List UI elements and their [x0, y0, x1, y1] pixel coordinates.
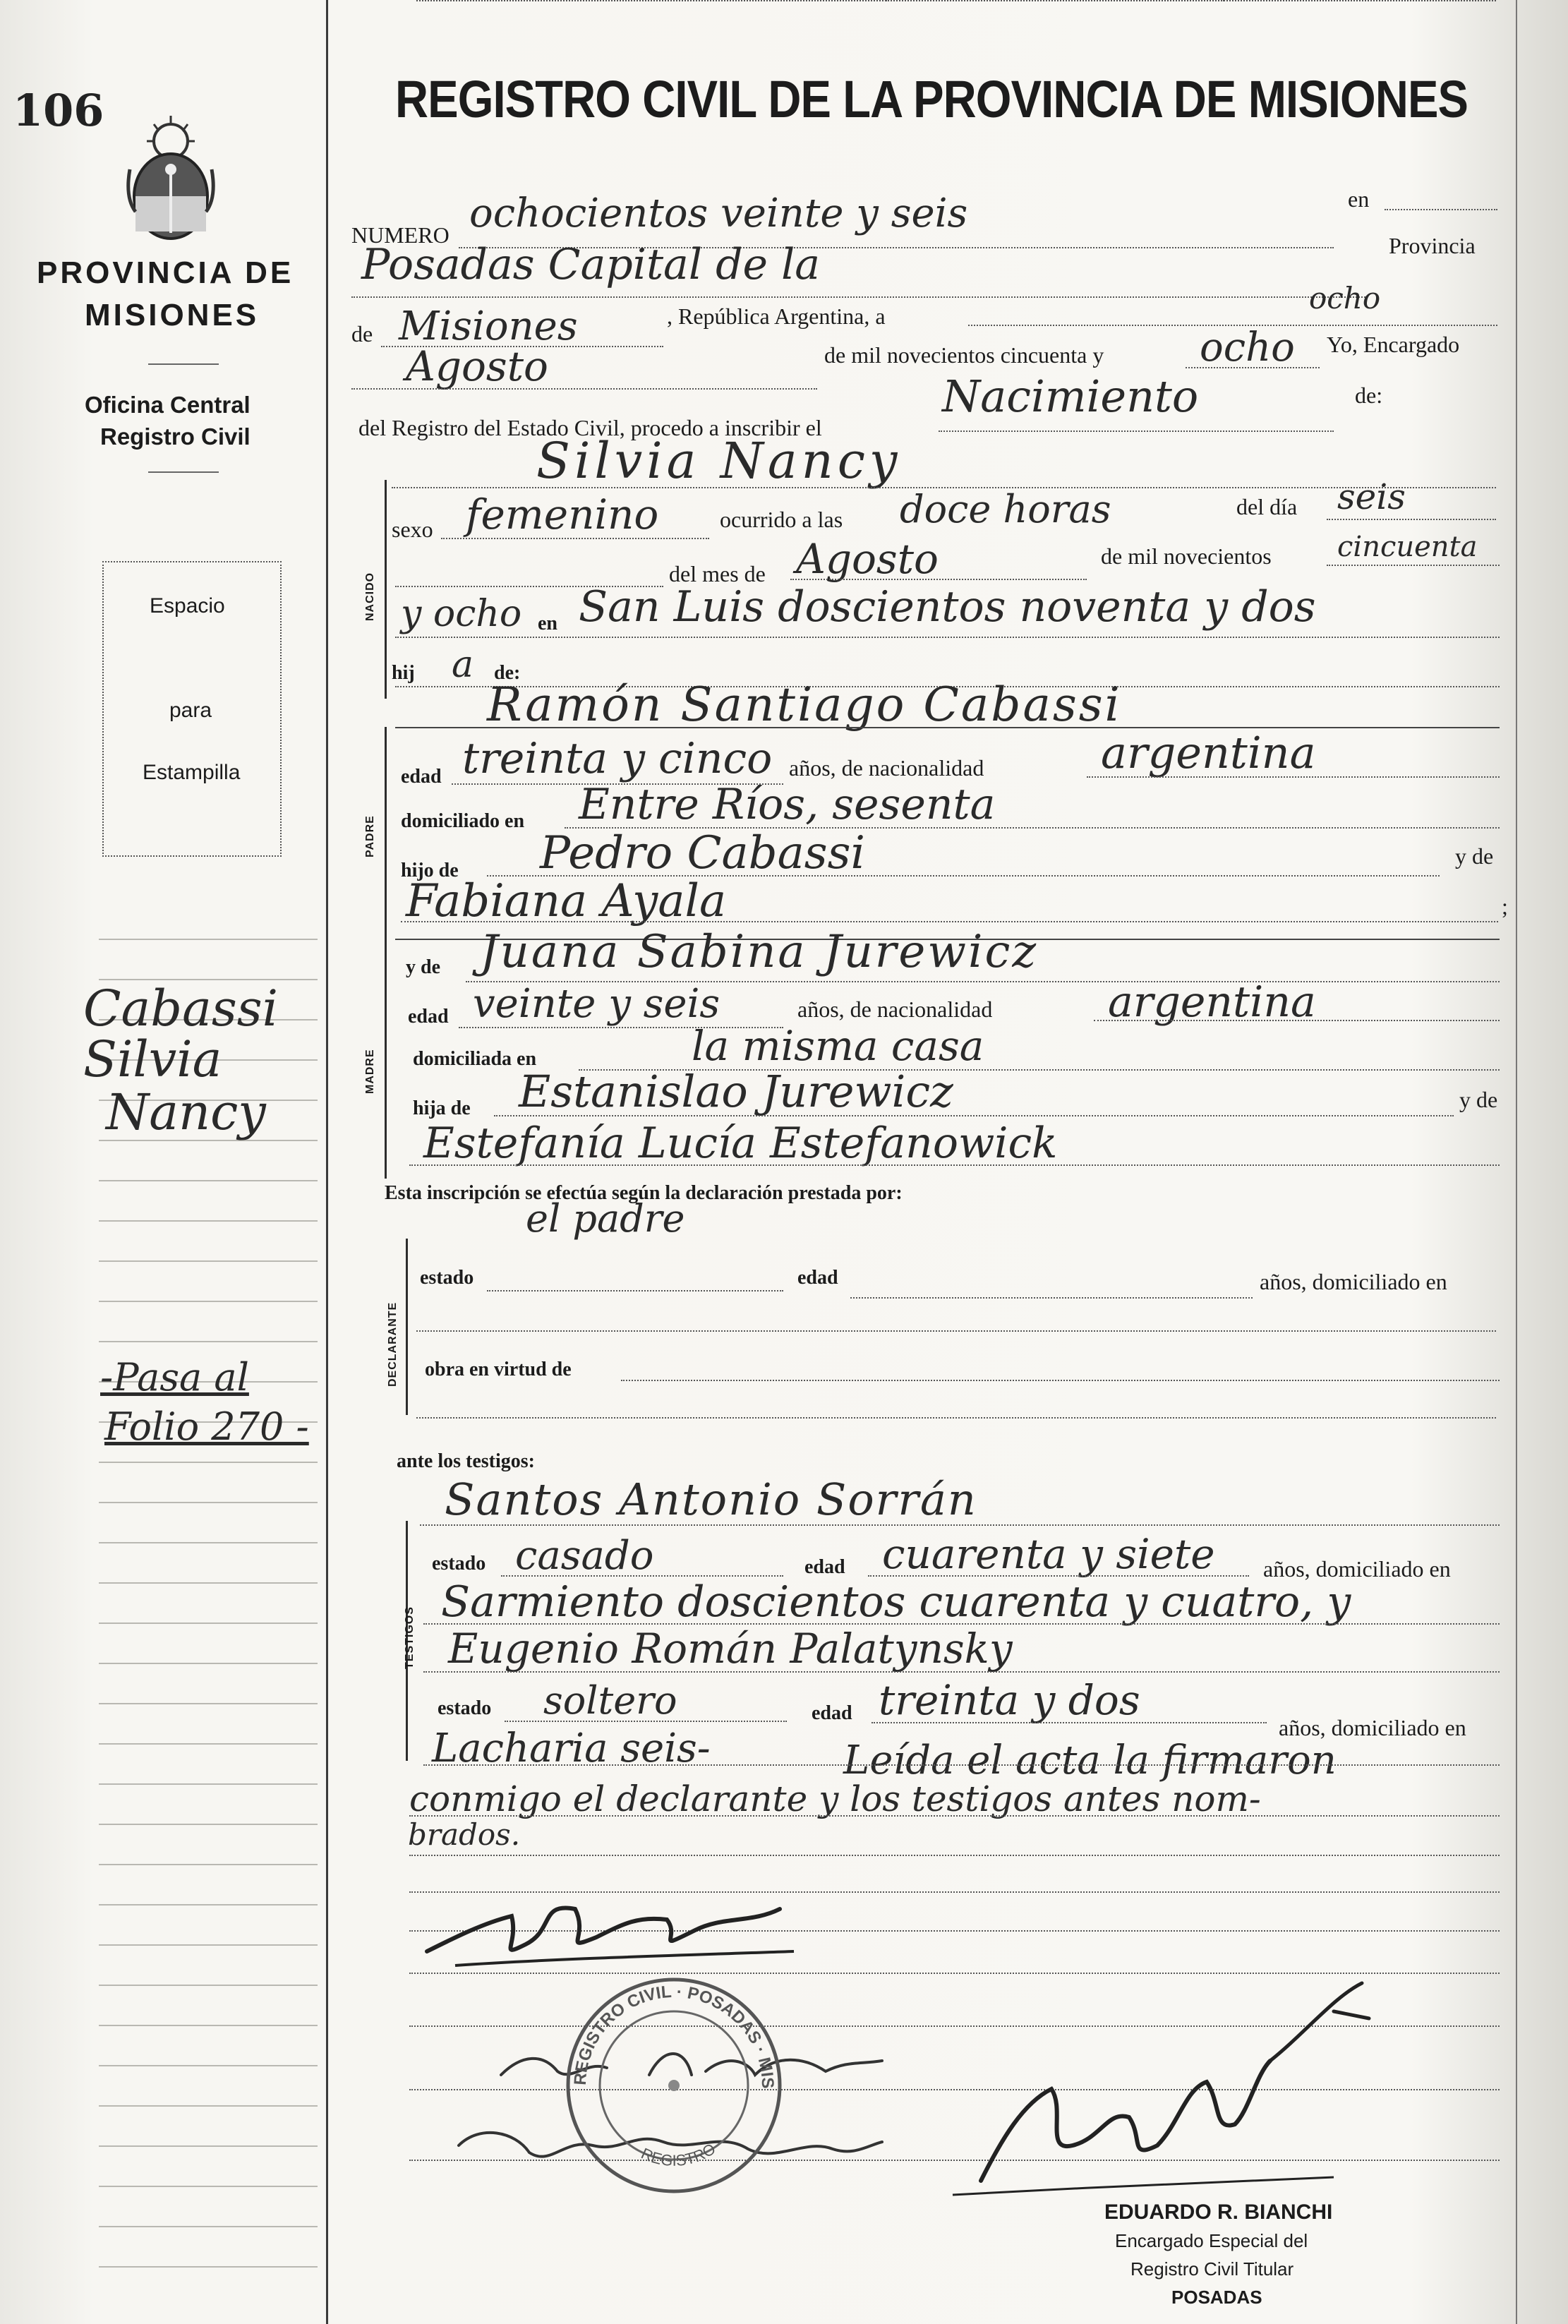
line: [621, 1380, 1500, 1381]
line: [1186, 367, 1320, 368]
line: [1327, 565, 1500, 566]
hw-cierre-linea2: conmigo el declarante y los testigos antes nom-: [409, 1778, 1261, 1819]
section-bracket-madre: [385, 939, 387, 1179]
margin-surname: Cabassi: [83, 980, 279, 1037]
side-ruled-line: [99, 1301, 318, 1302]
side-divider: [148, 363, 219, 365]
label-del-registro: del Registro del Estado Civil, procedo a inscribir el: [358, 415, 822, 440]
side-ruled-line: [99, 1582, 318, 1584]
registry-seal: [557, 1969, 790, 2205]
label-domiciliado-padre: domiciliado en: [401, 810, 525, 832]
hw-sexo: femenino: [466, 490, 659, 538]
section-label-padre: PADRE: [364, 815, 376, 857]
hw-edad-madre: veinte y seis: [473, 981, 720, 1027]
hw-ciudad: Posadas Capital de la: [361, 240, 821, 289]
label-edad-t2: edad: [812, 1702, 852, 1724]
hw-nacionalidad-madre: argentina: [1108, 977, 1316, 1027]
label-edad-t1: edad: [804, 1556, 845, 1578]
margin-given-name: Silvia: [83, 1030, 222, 1088]
side-ruled-line: [99, 2065, 318, 2066]
line: [850, 1297, 1253, 1299]
line: [409, 1815, 1500, 1817]
section-bracket-declarante: [406, 1239, 408, 1415]
side-ruled-line: [99, 1260, 318, 1262]
hw-madre-nombre: Juana Sabina Jurewicz: [480, 926, 1039, 978]
hw-provincia-nombre: Misiones: [399, 303, 578, 349]
side-ruled-line: [99, 1703, 318, 1704]
label-edad-madre: edad: [408, 1006, 449, 1028]
margin-second-name: Nancy: [106, 1083, 266, 1141]
line: [401, 921, 1498, 922]
side-ruled-line: [99, 2226, 318, 2227]
hw-t1-edad: cuarenta y siete: [882, 1530, 1215, 1578]
label-hij-de: de:: [494, 662, 521, 684]
label-hij: hij: [392, 662, 415, 684]
side-ruled-line: [99, 1502, 318, 1503]
hw-abuelo-materno: Estanislao Jurewicz: [519, 1066, 953, 1117]
hw-abuela-paterna: Fabiana Ayala: [406, 875, 727, 927]
hw-padre-nombre: Ramón Santiago Cabassi: [487, 678, 1122, 732]
side-ruled-line: [99, 1341, 318, 1342]
line: [441, 538, 709, 539]
side-ruled-line: [99, 2105, 318, 2107]
label-del-mes: del mes de: [669, 561, 766, 586]
hw-hora: doce horas: [900, 487, 1111, 531]
hw-abuelo-paterno: Pedro Cabassi: [540, 827, 865, 879]
officer-name: EDUARDO R. BIANCHI: [1104, 2200, 1333, 2224]
label-estado-declarante: estado: [420, 1267, 474, 1289]
hw-t2-estado: soltero: [543, 1678, 677, 1723]
label-y-de-abuela: y de: [1459, 1087, 1498, 1112]
side-ruled-line: [99, 1220, 318, 1222]
line: [409, 1164, 1500, 1166]
side-ruled-line: [99, 1985, 318, 1986]
line: [416, 1417, 1496, 1419]
hw-anio-nacimiento-a: cincuenta: [1337, 531, 1478, 563]
line: [1087, 776, 1500, 778]
section-bracket-padre: [385, 727, 387, 939]
label-de-colon: de:: [1355, 383, 1383, 408]
hw-cierre-linea3: brados.: [408, 1817, 521, 1852]
label-edad-declarante: edad: [797, 1267, 838, 1289]
line: [409, 1855, 1500, 1856]
officer-title-line2: Registro Civil Titular: [1130, 2258, 1294, 2280]
line: [872, 1722, 1267, 1723]
label-ocurrido: ocurrido a las: [720, 507, 843, 532]
hw-t1-estado: casado: [515, 1533, 654, 1579]
side-ruled-line: [99, 2025, 318, 2026]
hw-abuela-materna: Estefanía Lucía Estefanowick: [423, 1119, 1058, 1168]
line: [1385, 209, 1497, 210]
hw-numero: ochocientos veinte y seis: [469, 191, 968, 236]
label-domiciliado-t2: años, domiciliado en: [1279, 1715, 1466, 1740]
label-edad-padre: edad: [401, 766, 442, 788]
hw-edad-padre: treinta y cinco: [462, 734, 773, 783]
line: [416, 0, 1496, 1]
line: [1094, 1020, 1500, 1021]
margin-note-line2: Folio 270 -: [104, 1404, 309, 1449]
hw-domicilio-madre: la misma casa: [692, 1022, 984, 1070]
hw-testigo1-nombre: Santos Antonio Sorrán: [445, 1474, 977, 1525]
margin-note-line1: -Pasa al: [100, 1355, 249, 1399]
hw-declarante: el padre: [526, 1196, 685, 1241]
label-nacionalidad-padre: años, de nacionalidad: [789, 755, 984, 781]
svg-text:REGISTRO CIVIL · POSADAS · MIS: [557, 1969, 777, 2089]
line: [423, 1671, 1500, 1673]
section-bracket-nacido: [385, 480, 387, 699]
section-label-declarante: DECLARANTE: [387, 1301, 399, 1387]
coat-of-arms-icon: [121, 113, 220, 251]
label-y-de-madre: y de: [406, 956, 440, 978]
side-ruled-line: [99, 2266, 318, 2268]
line: [1327, 519, 1496, 520]
label-yo-encargado: Yo, Encargado: [1327, 332, 1460, 357]
label-republica: , República Argentina, a: [667, 303, 886, 329]
line: [487, 1290, 783, 1292]
label-de-mil-novecientos: de mil novecientos: [1101, 543, 1272, 569]
label-estado-t2: estado: [438, 1697, 492, 1719]
section-label-nacido: NACIDO: [364, 572, 376, 621]
side-ruled-line: [99, 939, 318, 940]
line: [501, 1575, 783, 1577]
label-inscripcion: Esta inscripción se efectúa según la declaración prestada por:: [385, 1182, 903, 1204]
hw-anio-inscripcion: ocho: [1200, 325, 1295, 371]
label-ante-testigos: ante los testigos:: [397, 1450, 535, 1472]
hw-acto: Nacimiento: [942, 371, 1199, 422]
label-provincia: Provincia: [1389, 233, 1476, 258]
side-ruled-line: [99, 1663, 318, 1664]
label-semicolon: ;: [1502, 893, 1508, 919]
side-ruled-line: [99, 1622, 318, 1624]
hw-dia-inscripcion: ocho: [1309, 281, 1381, 315]
side-ruled-line: [99, 1944, 318, 1946]
seal-text: REGISTRO CIVIL · POSADAS · MIS: [570, 1982, 778, 2089]
side-ruled-line: [99, 1180, 318, 1181]
label-obra: obra en virtud de: [425, 1359, 572, 1380]
line: [505, 1721, 787, 1722]
line: [494, 1115, 1454, 1116]
line: [423, 1764, 1500, 1766]
label-sexo: sexo: [392, 517, 433, 542]
label-nacionalidad-madre: años, de nacionalidad: [797, 997, 993, 1022]
side-ruled-line: [99, 1783, 318, 1785]
section-label-madre: MADRE: [364, 1049, 376, 1094]
hw-anio-nacimiento-b: y ocho: [401, 593, 522, 635]
province-title-line2: MISIONES: [85, 298, 260, 332]
side-ruled-line: [99, 1904, 318, 1905]
label-domiciliada-madre: domiciliada en: [413, 1048, 537, 1070]
line: [939, 431, 1334, 432]
label-domiciliado-declarante: años, domiciliado en: [1260, 1269, 1447, 1294]
label-hija-de: hija de: [413, 1097, 471, 1119]
hw-t1-domicilio: Sarmiento doscientos cuarenta y cuatro, y: [441, 1577, 1351, 1627]
right-edge-rule: [1516, 0, 1517, 2324]
line: [351, 388, 817, 390]
line: [351, 296, 1368, 298]
section-label-testigos: TESTIGOS: [404, 1606, 416, 1669]
hw-nombre-inscripto: Silvia Nancy: [536, 432, 902, 490]
province-title-line1: PROVINCIA DE: [37, 255, 294, 290]
side-ruled-line: [99, 1542, 318, 1543]
officer-title-line3: POSADAS: [1171, 2287, 1262, 2308]
side-ruled-line: [99, 1864, 318, 1865]
stamp-label-line3: Estampilla: [143, 761, 241, 784]
label-en: en: [1348, 186, 1370, 212]
label-hijo-de: hijo de: [401, 860, 459, 881]
label-numero: NUMERO: [351, 222, 450, 248]
side-ruled-line: [99, 1743, 318, 1745]
hw-nacionalidad-padre: argentina: [1101, 727, 1316, 778]
line: [416, 1330, 1496, 1332]
side-ruled-line: [99, 1462, 318, 1463]
hw-mes-inscripcion: Agosto: [406, 342, 548, 390]
stamp-label-line1: Espacio: [150, 594, 225, 618]
office-line2: Registro Civil: [100, 423, 251, 450]
office-line1: Oficina Central: [85, 392, 251, 418]
line: [790, 579, 1087, 580]
signature-encargado: [939, 1969, 1376, 2205]
hw-domicilio-padre: Entre Ríos, sesenta: [579, 780, 996, 829]
svg-text:REGISTRO: [639, 2140, 719, 2169]
side-ruled-line: [99, 2186, 318, 2187]
side-divider: [148, 471, 219, 473]
label-domiciliado-t1: años, domiciliado en: [1263, 1556, 1451, 1582]
line: [395, 727, 1500, 728]
label-de-mil: de mil novecientos cincuenta y: [824, 342, 1104, 368]
line: [395, 637, 1500, 638]
side-ruled-line: [99, 2145, 318, 2147]
hw-t2-domicilio: Lacharia seis-: [432, 1726, 711, 1771]
hw-dia-nacimiento: seis: [1337, 476, 1406, 517]
hw-cierre-linea1: Leída el acta la firmaron: [843, 1738, 1337, 1783]
label-del-dia: del día: [1236, 494, 1298, 519]
document-title: REGISTRO CIVIL DE LA PROVINCIA DE MISIONES: [395, 70, 1469, 128]
label-y-de-padre: y de: [1455, 843, 1494, 869]
stamp-label-line2: para: [169, 699, 212, 722]
label-en-lugar: en: [538, 613, 557, 634]
line: [868, 1575, 1249, 1577]
side-ruled-line: [99, 1824, 318, 1825]
officer-title-line1: Encargado Especial del: [1115, 2230, 1308, 2251]
label-estado-t1: estado: [432, 1553, 486, 1575]
margin-rule: [326, 0, 328, 2324]
hw-testigo2-nombre: Eugenio Román Palatynsky: [448, 1625, 1013, 1673]
hw-lugar-nacimiento: San Luis doscientos noventa y dos: [579, 582, 1316, 632]
label-de: de: [351, 321, 373, 347]
line: [420, 1524, 1500, 1526]
seal-text-bottom: REGISTRO: [638, 2139, 719, 2170]
hw-t2-edad: treinta y dos: [879, 1676, 1140, 1724]
hw-mes-nacimiento: Agosto: [796, 535, 939, 583]
page-number: 106: [13, 85, 104, 136]
hw-hij-sufijo: a: [452, 644, 474, 686]
